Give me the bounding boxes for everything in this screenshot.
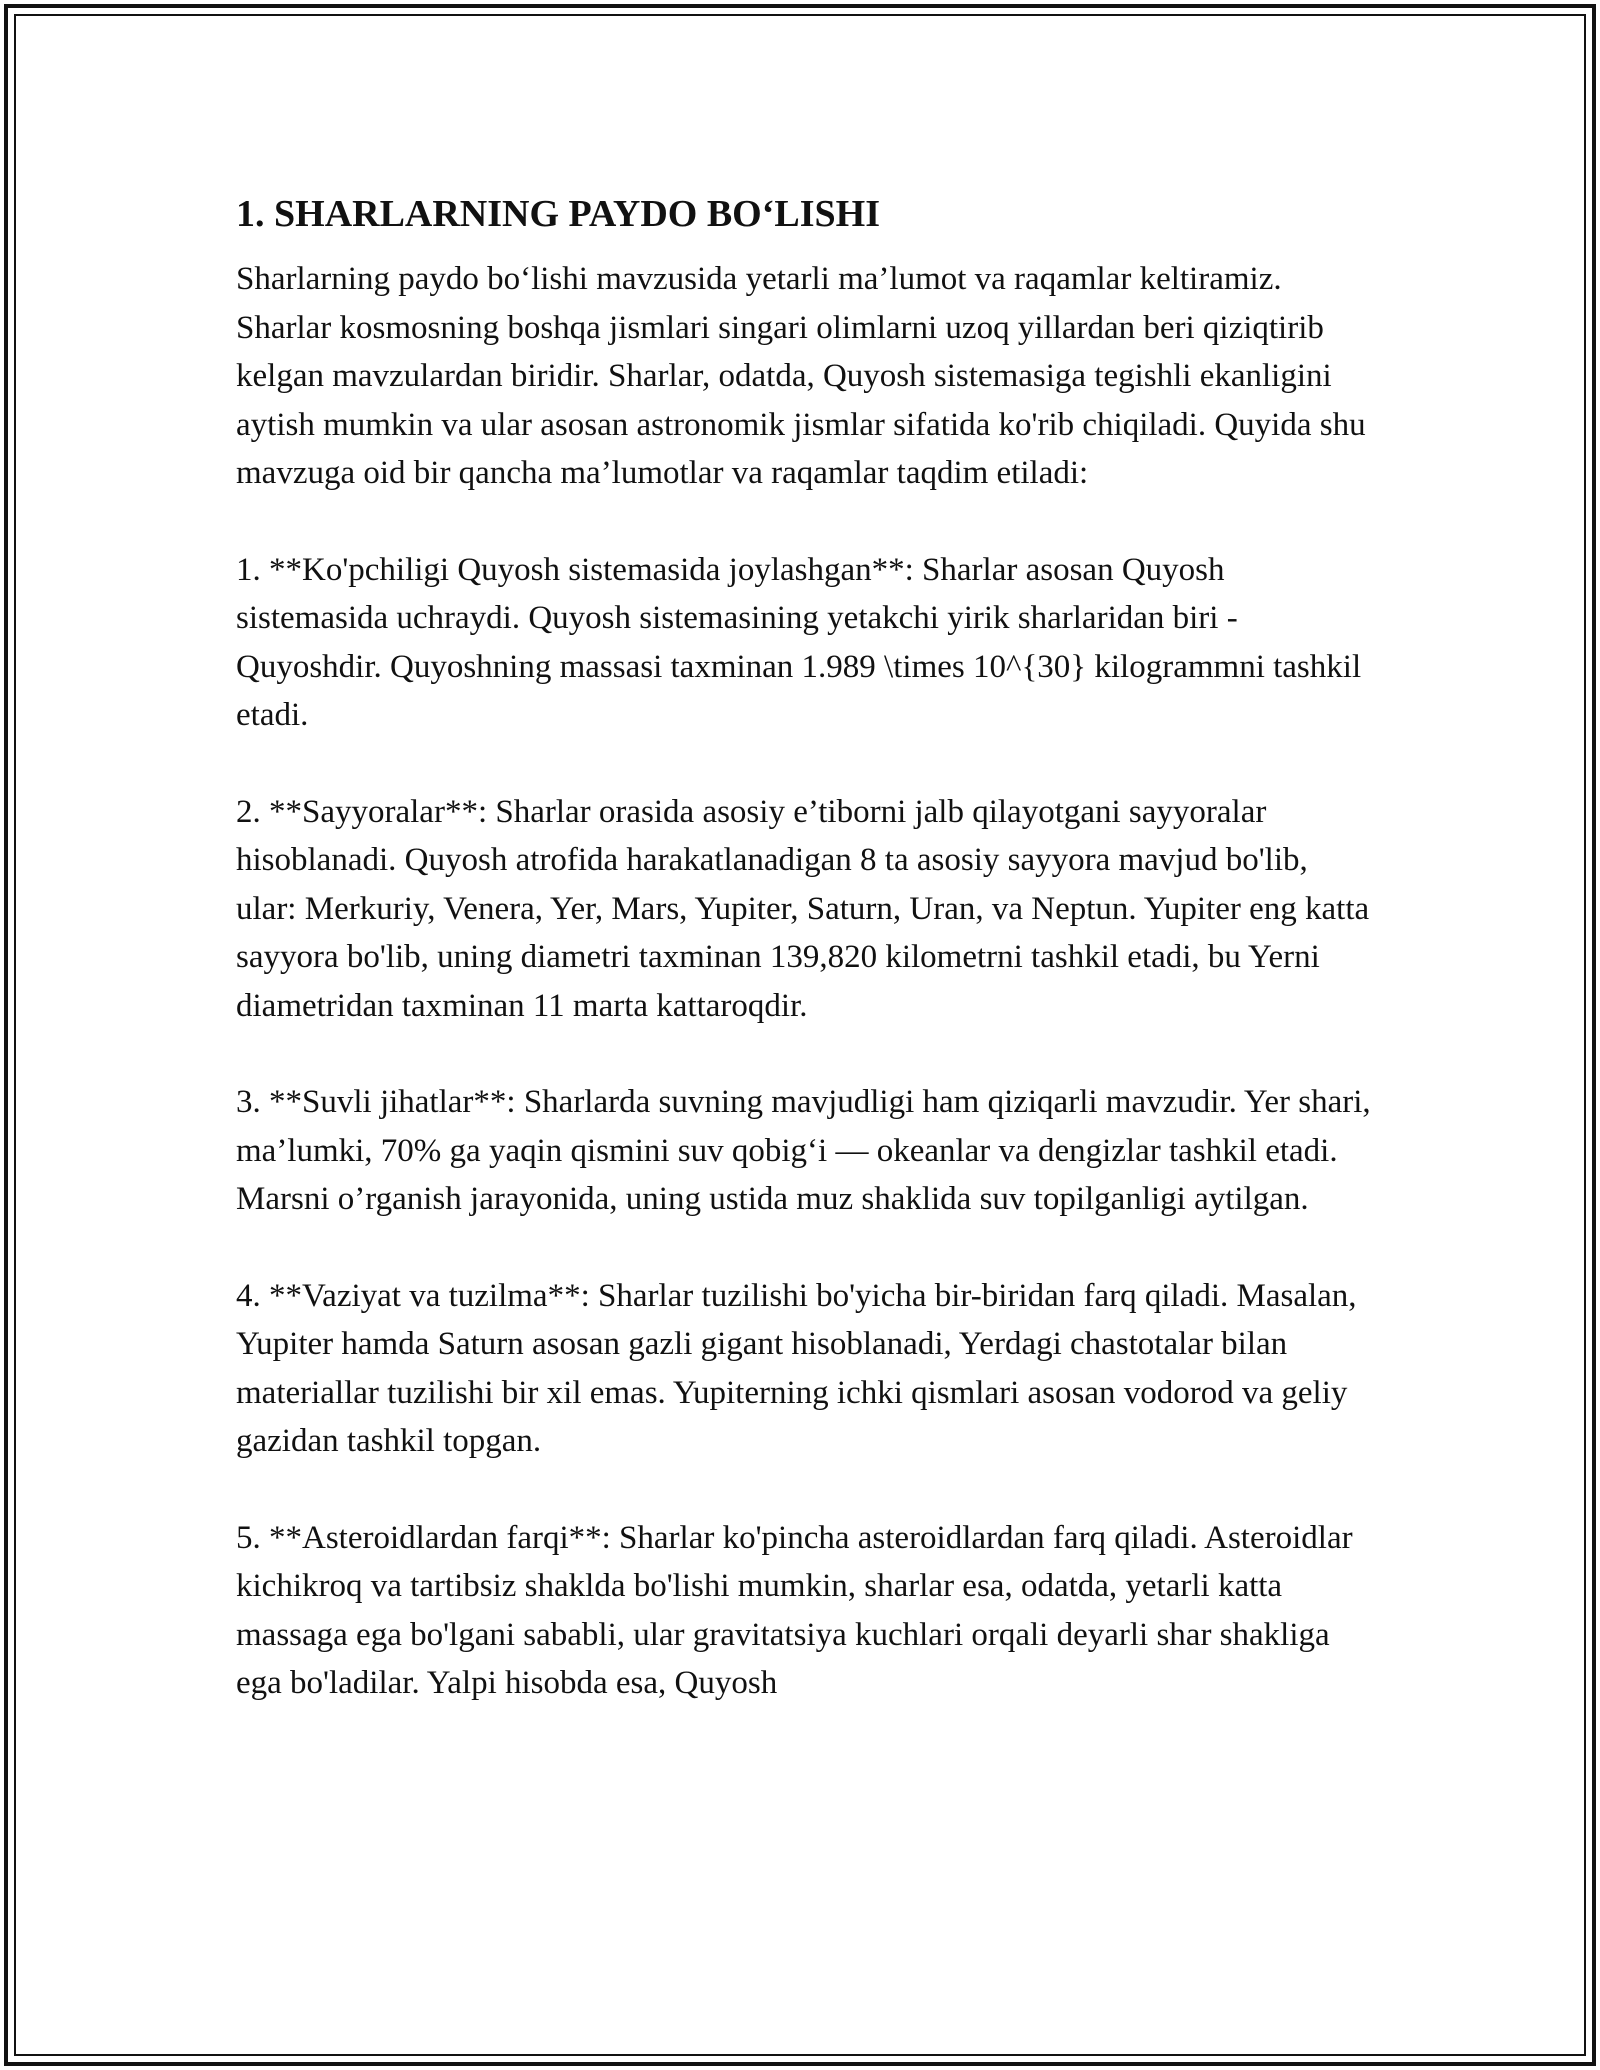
list-item-3-paragraph: 3. **Suvli jihatlar**: Sharlarda suvning mavjudligi ham qiziqarli mavzudir. Yer shari, ma’lumki, 70% ga yaqin qismini suv qobig‘i — okeanlar va dengizlar tashkil etadi. Marsni o’rganish jarayonida, uning ustida muz shaklida suv topilganligi aytilgan. bbox=[236, 1084, 1371, 1217]
intro-paragraph: Sharlarning paydo bo‘lishi mavzusida yetarli ma’lumot va raqamlar keltiramiz. Sharlar kosmosning boshqa jismlari singari olimlarni uzoq yillardan beri qiziqtirib kelgan mavzulardan biridir. Sharlar, odatda, Quyosh sistemasiga tegishli ekanligini aytish mumkin va ular asosan astronomik jismlar sifatida ko'rib chiqiladi. Quyida shu mavzuga oid bir qancha ma’lumotlar va raqamlar taqdim etiladi: bbox=[236, 261, 1366, 491]
section-heading: 1. SHARLARNING PAYDO BO‘LISHI bbox=[236, 193, 880, 235]
list-item-4-paragraph: 4. **Vaziyat va tuzilma**: Sharlar tuzilishi bo'yicha bir-biridan farq qiladi. Masalan, Yupiter hamda Saturn asosan gazli gigant hisoblanadi, Yerdagi chastotalar bilan materiallar tuzilishi bir xil emas. Yupiterning ichki qismlari asosan vodorod va geliy gazidan tashkil topgan. bbox=[236, 1277, 1357, 1459]
list-item-2-paragraph: 2. **Sayyoralar**: Sharlar orasida asosiy e’tiborni jalb qilayotgani sayyoralar hisoblanadi. Quyosh atrofida harakatlanadigan 8 ta asosiy sayyora mavjud bo'lib, ular: Merkuriy, Venera, Yer, Mars, Yupiter, Saturn, Uran, va Neptun. Yupiter eng katta sayyora bo'lib, uning diametri taxminan 139,820 kilometrni tashkil etadi, bu Yerni diametridan taxminan 11 marta kattaroqdir. bbox=[236, 793, 1370, 1024]
document-body bbox=[236, 188, 1376, 1756]
list-item-5-paragraph: 5. **Asteroidlardan farqi**: Sharlar ko'pincha asteroidlardan farq qiladi. Asteroidlar kichikroq va tartibsiz shaklda bo'lishi mumkin, sharlar esa, odatda, yetarli katta massaga ega bo'lgani sababli, ular gravitatsiya kuchlari orqali deyarli shar shakliga ega bo'ladilar. Yalpi hisobda esa, Quyosh bbox=[236, 1519, 1353, 1701]
list-item-1-paragraph: 1. **Ko'pchiligi Quyosh sistemasida joylashgan**: Sharlar asosan Quyosh sistemasida uchraydi. Quyosh sistemasining yetakchi yirik sharlaridan biri - Quyoshdir. Quyoshning massasi taxminan 1.989 \times 10^{30} kilogrammni tashkil etadi. bbox=[236, 551, 1362, 733]
